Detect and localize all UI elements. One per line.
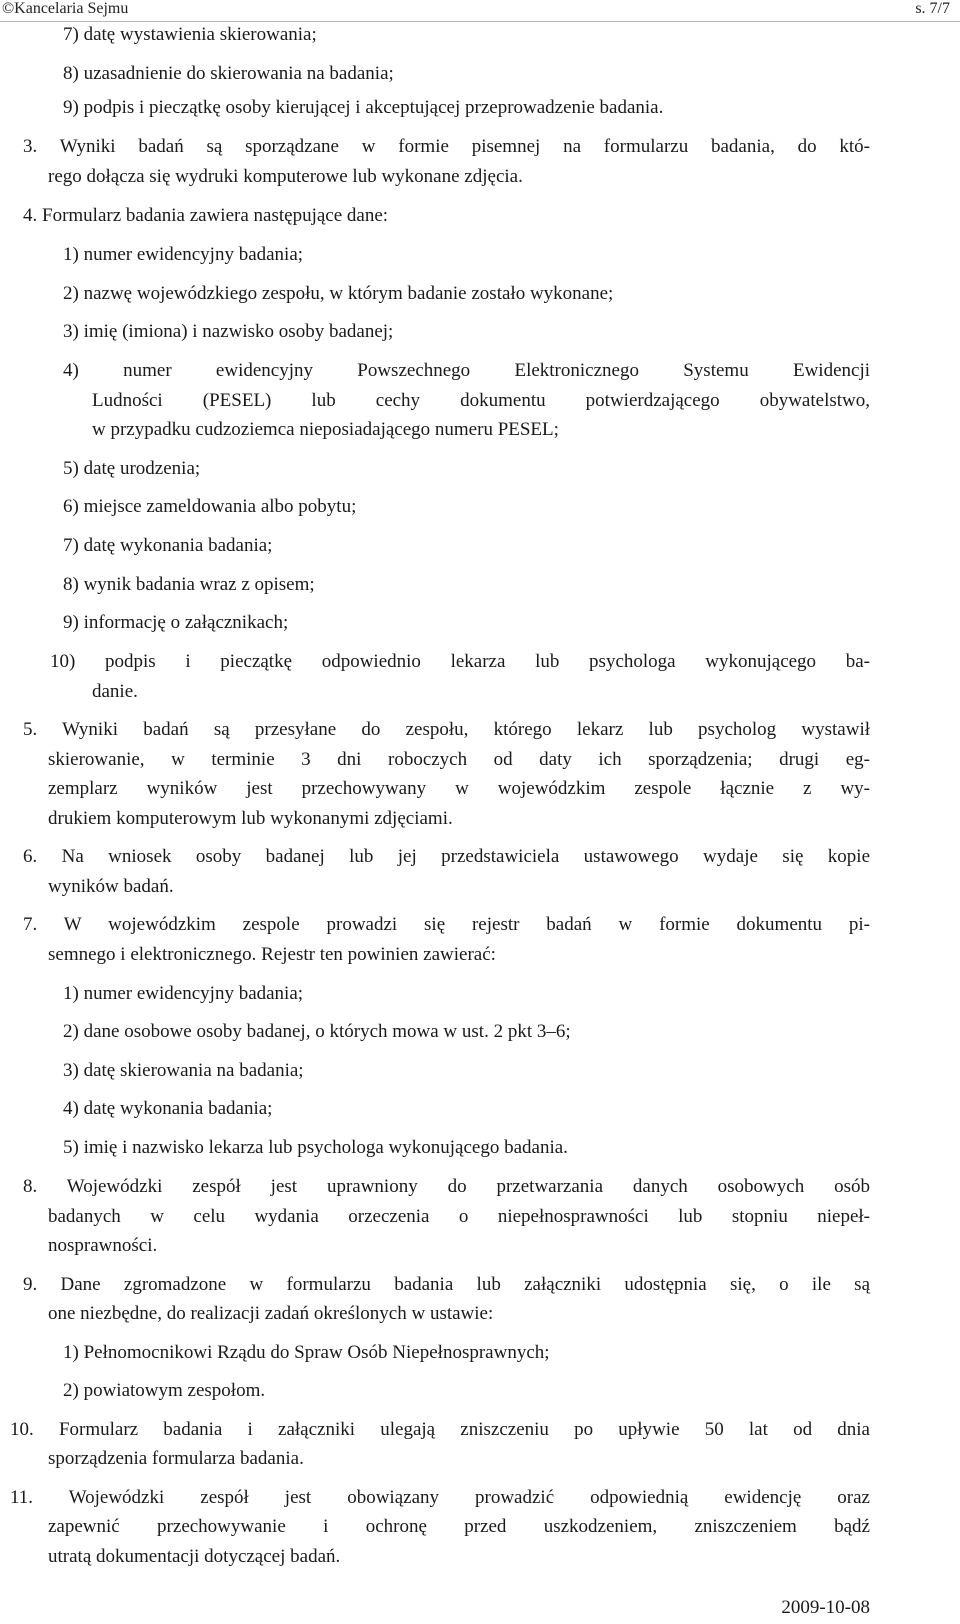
text-line: sporządzenia formularza badania. [48, 1448, 304, 1469]
text-line: wyników badań. [48, 876, 174, 897]
text-line: 4) datę wykonania badania; [63, 1098, 273, 1119]
text-line: 8) uzasadnienie do skierowania na badania; [63, 63, 394, 84]
text-line: 6. Na wniosek osoby badanej lub jej przedstawiciela ustawowego wydaje się kopie [23, 846, 870, 867]
document-date: 2009-10-08 [781, 1597, 870, 1618]
text-line: 3. Wyniki badań są sporządzane w formie pisemnej na formularzu badania, do któ- [23, 136, 870, 157]
text-line: 11. Wojewódzki zespół jest obowiązany prowadzić odpowiednią ewidencję oraz [10, 1487, 870, 1508]
text-line: 8. Wojewódzki zespół jest uprawniony do przetwarzania danych osobowych osób [23, 1176, 870, 1197]
text-line: 7) datę wykonania badania; [63, 535, 273, 556]
text-line: 7) datę wystawienia skierowania; [63, 24, 317, 45]
text-line: one niezbędne, do realizacji zadań określonych w ustawie: [48, 1303, 494, 1324]
page-header [0, 0, 960, 22]
text-line: badanych w celu wydania orzeczenia o niepełnosprawności lub stopniu niepeł- [48, 1206, 870, 1227]
text-line: drukiem komputerowym lub wykonanymi zdjęciami. [48, 808, 453, 829]
text-line: 5) imię i nazwisko lekarza lub psychologa wykonującego badania. [63, 1137, 568, 1158]
text-line: 1) numer ewidencyjny badania; [63, 983, 304, 1004]
text-line: 4) numer ewidencyjny Powszechnego Elektronicznego Systemu Ewidencji [63, 360, 870, 381]
text-line: 8) wynik badania wraz z opisem; [63, 574, 315, 595]
text-line: 10) podpis i pieczątkę odpowiednio lekarza lub psychologa wykonującego ba- [50, 651, 870, 672]
publisher-label: ©Kancelaria Sejmu [2, 0, 129, 17]
text-line: rego dołącza się wydruki komputerowe lub wykonane zdjęcia. [48, 166, 523, 187]
text-line: 1) Pełnomocnikowi Rządu do Spraw Osób Niepełnosprawnych; [63, 1342, 550, 1363]
text-line: Ludności (PESEL) lub cechy dokumentu potwierdzającego obywatelstwo, [92, 390, 870, 411]
text-line: 1) numer ewidencyjny badania; [63, 244, 304, 265]
text-line: 5) datę urodzenia; [63, 458, 201, 479]
text-line: zemplarz wyników jest przechowywany w wojewódzkim zespole łącznie z wy- [48, 778, 870, 799]
text-line: utratą dokumentacji dotyczącej badań. [48, 1546, 341, 1567]
text-line: 5. Wyniki badań są przesyłane do zespołu, którego lekarz lub psycholog wystawił [23, 719, 870, 740]
text-line: semnego i elektronicznego. Rejestr ten powinien zawierać: [48, 944, 496, 965]
text-line: 7. W wojewódzkim zespole prowadzi się rejestr badań w formie dokumentu pi- [23, 914, 870, 935]
text-line: 6) miejsce zameldowania albo pobytu; [63, 496, 357, 517]
text-line: danie. [92, 681, 138, 702]
text-line: 2) nazwę wojewódzkiego zespołu, w którym badanie zostało wykonane; [63, 283, 614, 304]
text-line: nosprawności. [48, 1235, 158, 1256]
text-line: 2) dane osobowe osoby badanej, o których mowa w ust. 2 pkt 3–6; [63, 1021, 571, 1042]
page-number: s. 7/7 [915, 0, 950, 17]
text-line: zapewnić przechowywanie i ochronę przed uszkodzeniem, zniszczeniem bądź [48, 1516, 870, 1537]
text-line: 3) datę skierowania na badania; [63, 1060, 304, 1081]
text-line: 9) podpis i pieczątkę osoby kierującej i akceptującej przeprowadzenie badania. [63, 97, 664, 118]
text-line: skierowanie, w terminie 3 dni roboczych od daty ich sporządzenia; drugi eg- [48, 749, 870, 770]
text-line: 9. Dane zgromadzone w formularzu badania lub załączniki udostępnia się, o ile są [23, 1274, 870, 1295]
text-line: 2) powiatowym zespołom. [63, 1380, 266, 1401]
text-line: w przypadku cudzoziemca nieposiadającego numeru PESEL; [92, 419, 559, 440]
text-line: 3) imię (imiona) i nazwisko osoby badanej; [63, 321, 394, 342]
text-line: 10. Formularz badania i załączniki ulegają zniszczeniu po upływie 50 lat od dnia [10, 1419, 870, 1440]
text-line: 4. Formularz badania zawiera następujące dane: [23, 205, 389, 226]
text-line: 9) informację o załącznikach; [63, 612, 289, 633]
